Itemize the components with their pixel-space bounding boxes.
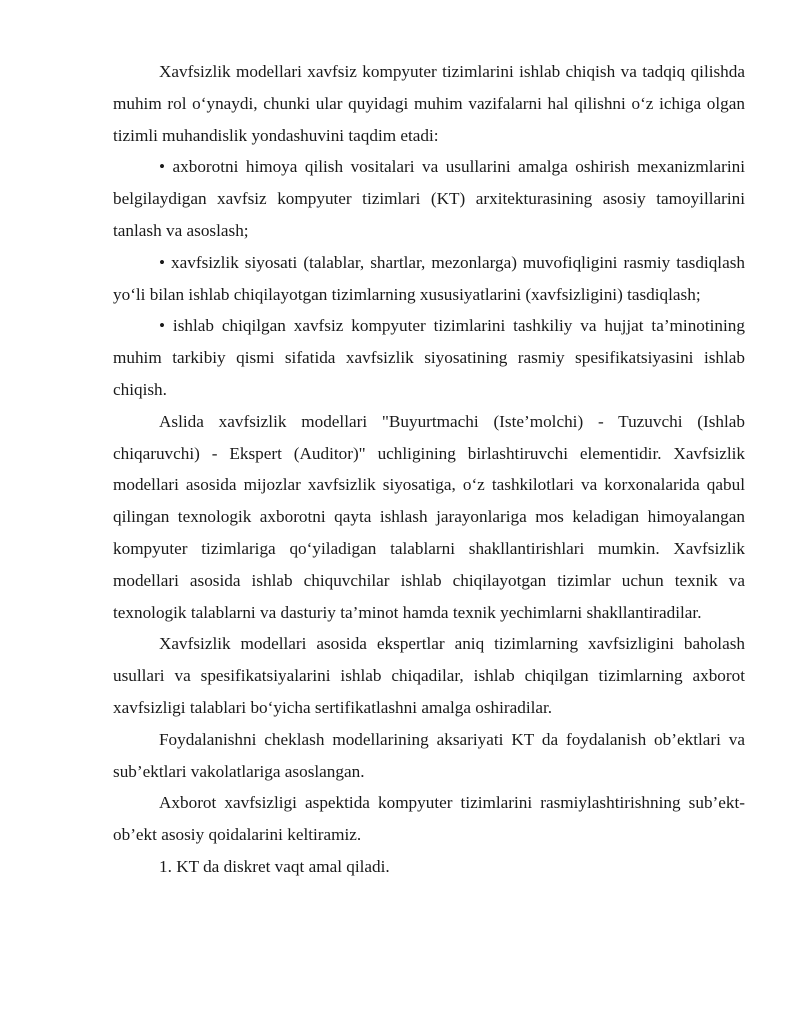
- paragraph-triad: Aslida xavfsizlik modellari "Buyurtmachi (Iste’molchi) - Tuzuvchi (Ishlab chiqaruvchi) - Ekspert (Auditor)" uchligining birlashtiruvchi elementidir. Xavfsizlik modellari asosida mijozlar xavfsizlik siyosatiga, o‘z tashkilotlari va korxonalarida qabul qilingan texnologik axborotni qayta ishlash jarayonlariga mos keladigan himoyalangan kompyuter tizimlariga qo‘yiladigan talablarni shakllantirishlari mumkin. Xavfsizlik modellari asosida ishlab chiquvchilar ishlab chiqilayotgan tizimlar uchun texnik va texnologik talablarni va dasturiy ta’minot hamda texnik yechimlarni shakllantiradilar.: [113, 411, 745, 622]
- list-item-discrete-time: 1. KT da diskret vaqt amal qiladi.: [159, 856, 390, 876]
- bullet-item-verification: • xavfsizlik siyosati (talablar, shartlar, mezonlarga) muvofiqligini rasmiy tasdiqlash yo‘li bilan ishlab chiqilayotgan tizimlarning xususiyatlarini (xavfsizligini) tasdiqlash;: [113, 252, 745, 304]
- paragraph-subject-object: Axborot xavfsizligi aspektida kompyuter tizimlarini rasmiylashtirishning sub’ekt-ob’ekt asosiy qoidalarini keltiramiz.: [113, 793, 745, 845]
- paragraph-experts: Xavfsizlik modellari asosida ekspertlar aniq tizimlarning xavfsizligini baholash usullari va spesifikatsiyalarini ishlab chiqadilar, ishlab chiqilgan tizimlarning axborot xavfsizligi talablari bo‘yicha sertifikatlashni amalga oshiradilar.: [113, 634, 745, 717]
- paragraph-intro: Xavfsizlik modellari xavfsiz kompyuter tizimlarini ishlab chiqish va tadqiq qilishda muhim rol o‘ynaydi, chunki ular quyidagi muhim vazifalarni hal qilishni o‘z ichiga olgan tizimli muhandislik yondashuvini taqdim etadi:: [113, 62, 745, 145]
- document-body: [113, 56, 745, 883]
- paragraph-access-control: Foydalanishni cheklash modellarining aksariyati KT da foydalanish ob’ektlari va sub’ektlari vakolatlariga asoslangan.: [113, 729, 745, 781]
- bullet-item-architecture: • axborotni himoya qilish vositalari va usullarini amalga oshirish mexanizmlarini belgilaydigan xavfsiz kompyuter tizimlari (KT) arxitekturasining asosiy tamoyillarini tanlash va asoslash;: [113, 157, 745, 240]
- bullet-item-specification: • ishlab chiqilgan xavfsiz kompyuter tizimlarini tashkiliy va hujjat ta’minotining muhim tarkibiy qismi sifatida xavfsizlik siyosatining rasmiy spesifikatsiyasini ishlab chiqish.: [113, 316, 745, 399]
